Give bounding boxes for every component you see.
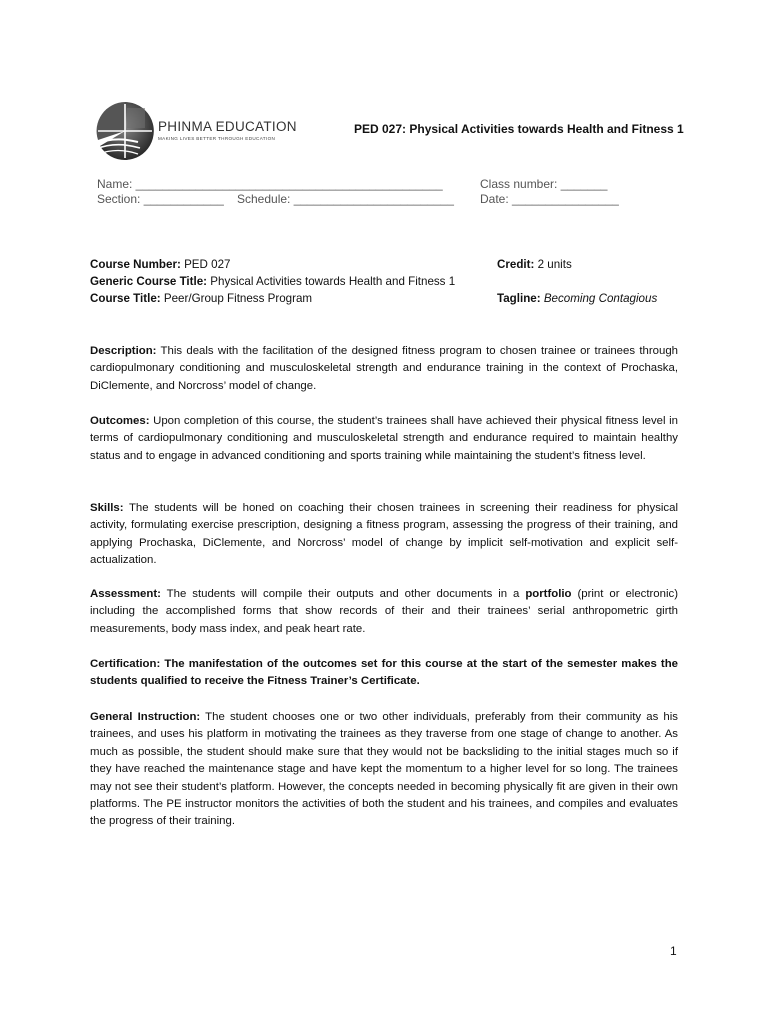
skills-paragraph [90, 500, 678, 570]
section-field: Section: ____________ [97, 192, 224, 206]
certification-label: Certification: [90, 658, 161, 670]
date-field: Date: ________________ [480, 192, 619, 206]
certification-text: The manifestation of the outcomes set for this course at the start of the semester makes the students qualified to receive the Fitness Trainer’s Certificate. [90, 658, 678, 688]
class-number-field: Class number: _______ [480, 177, 608, 191]
assessment-text-1: The students will compile their outputs and other documents in a [160, 588, 526, 600]
skills-text: The students will be honed on coaching their chosen trainees in screening their readiness for physical activity, formulating exercise prescription, designing a fitness program, assessing the progress of their training, and applying Prochaska, DiClemente, and Norcross’ model of change by implicit self-motivation and explicit self-actualization. [90, 502, 678, 567]
generic-title-value: Physical Activities towards Health and Fitness 1 [207, 275, 456, 288]
brand-name: PHINMA EDUCATION [158, 119, 297, 134]
assessment-text-2: (print or electronic) including the accomplished forms that show records of their and their trainees’ serial anthropometric girth measurements, body mass index, and peak heart rate. [90, 588, 678, 635]
description-text: This deals with the facilitation of the designed fitness program to chosen trainee or trainees through cardiopulmonary conditioning and musculoskeletal strength and endurance training in the context of Prochaska, DiClemente, and Norcross’ model of change. [90, 345, 678, 392]
outcomes-paragraph [90, 413, 678, 465]
assessment-bold: portfolio [525, 588, 572, 600]
description-paragraph [90, 343, 678, 395]
schedule-field: Schedule: ________________________ [237, 192, 454, 206]
brand-tagline: MAKING LIVES BETTER THROUGH EDUCATION [158, 136, 276, 141]
tagline-value: Becoming Contagious [540, 292, 658, 305]
description-label: Description: [90, 345, 157, 357]
course-number-value: PED 027 [180, 258, 231, 271]
tagline [497, 292, 657, 305]
course-title-label: Course Title: [90, 292, 161, 305]
outcomes-text: Upon completion of this course, the student’s trainees shall have achieved their physical fitness level in terms of cardiopulmonary conditioning and musculoskeletal strength and endurance required to maintain healthy status and to engage in advanced conditioning and sports training while maintaining the student’s fitness level. [90, 415, 678, 462]
tagline-label: Tagline: [497, 292, 541, 305]
credit [497, 258, 572, 271]
brand-block [158, 119, 297, 141]
credit-value: 2 units [534, 258, 572, 271]
general-instruction-paragraph [90, 709, 678, 831]
outcomes-label: Outcomes: [90, 415, 150, 427]
generic-course-title [90, 275, 455, 288]
phinma-logo-icon [94, 100, 156, 162]
certification-paragraph [90, 656, 678, 691]
credit-label: Credit: [497, 258, 535, 271]
document-title: PED 027: Physical Activities towards Health and Fitness 1 [354, 122, 684, 136]
generic-title-label: Generic Course Title: [90, 275, 208, 288]
assessment-paragraph [90, 586, 678, 638]
name-field: Name: ______________________________________________ [97, 177, 443, 191]
instruction-text: The student chooses one or two other individuals, preferably from their community as his trainees, and uses his platform in motivating the trainees as they traverse from one stage of change to another. As much as possible, the student should make sure that they would not be backsliding to the initial stages much so if they have reached the maintenance stage and have kept the momentum to a higher level for so long. The trainees may not see their student’s platform. However, the concepts needed in becoming physically fit are given in their own platforms. The PE instructor monitors the activities of both the student and his trainees, and compiles and evaluates the progress of their training. [90, 711, 678, 828]
page-number: 1 [670, 944, 677, 958]
assessment-label: Assessment: [90, 588, 161, 600]
course-number-label: Course Number: [90, 258, 181, 271]
course-number [90, 258, 230, 271]
skills-label: Skills: [90, 502, 124, 514]
course-title [90, 292, 312, 305]
instruction-label: General Instruction: [90, 711, 201, 723]
course-title-value: Peer/Group Fitness Program [160, 292, 313, 305]
